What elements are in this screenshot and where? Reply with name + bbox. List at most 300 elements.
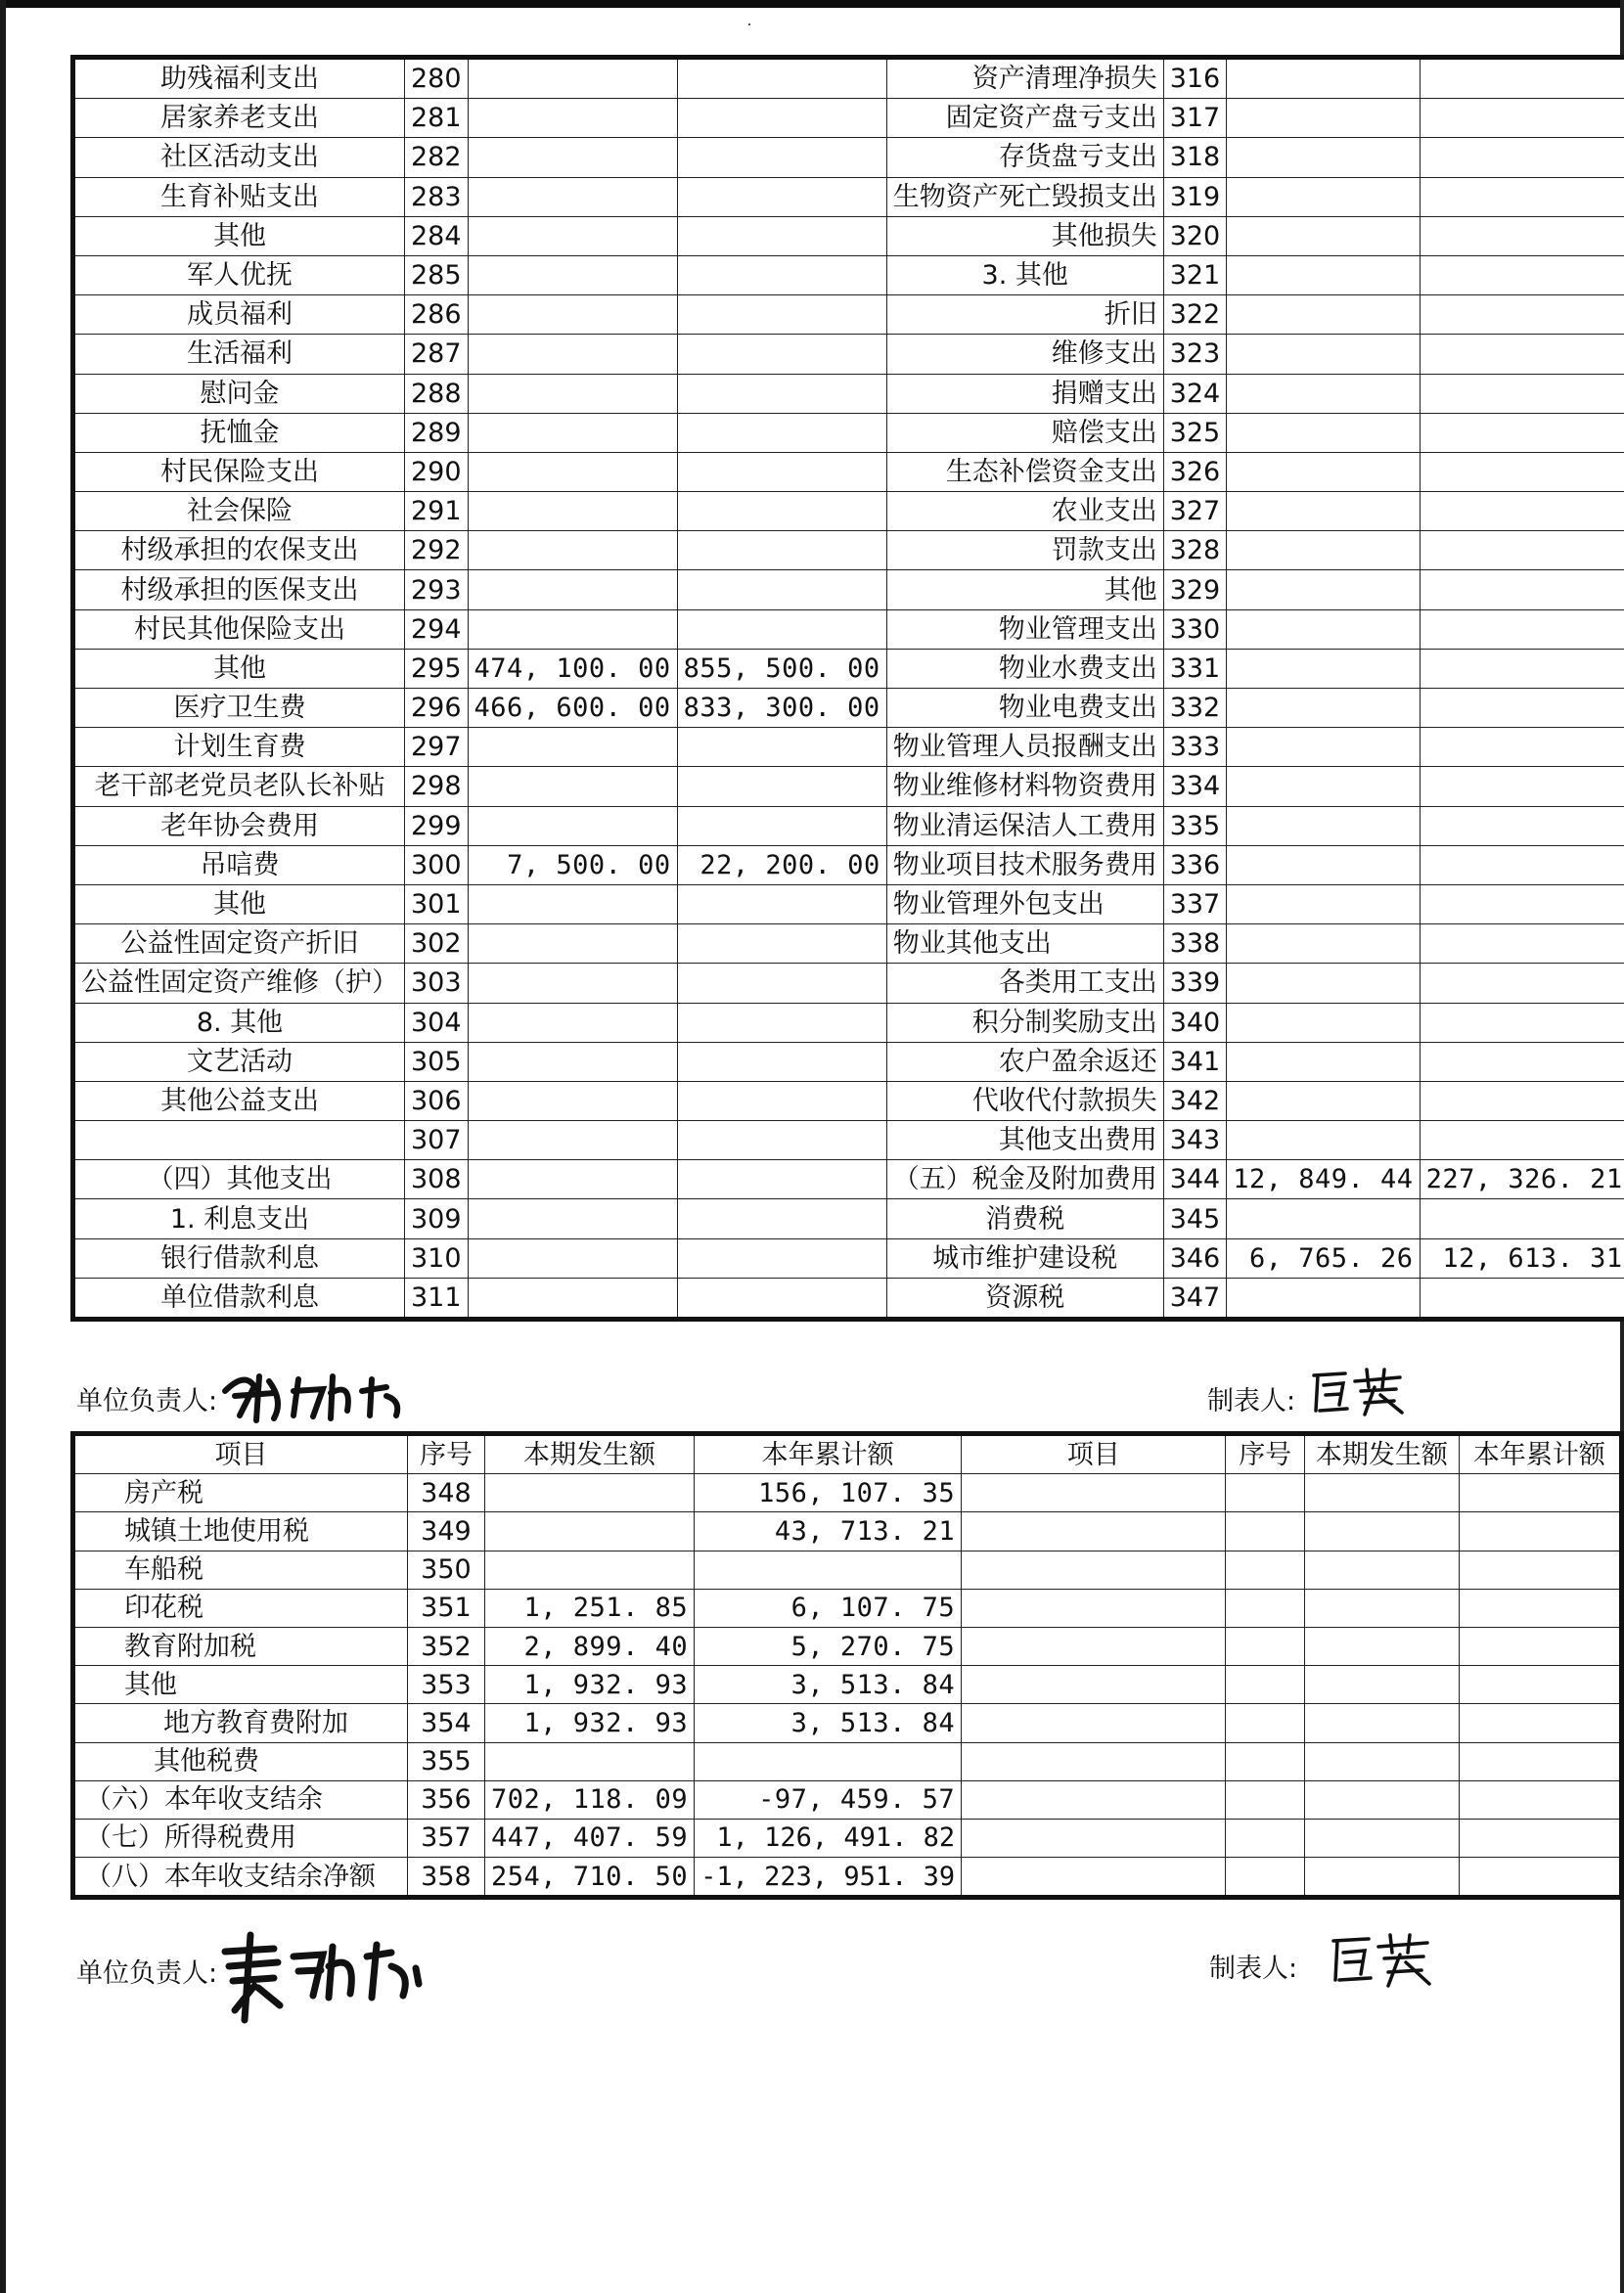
current-amount — [468, 767, 677, 806]
item-name-2 — [962, 1858, 1226, 1898]
item-name-2 — [962, 1627, 1226, 1665]
item-name-2: 城市维护建设税 — [886, 1238, 1163, 1278]
item-number: 284 — [405, 216, 469, 255]
item-name: 印花税 — [73, 1589, 408, 1627]
item-number: 348 — [407, 1474, 484, 1512]
current-amount — [468, 806, 677, 845]
ytd-amount-2 — [1459, 1704, 1621, 1742]
item-name: （七）所得税费用 — [73, 1819, 408, 1857]
current-amount-2 — [1305, 1704, 1460, 1742]
item-number: 289 — [405, 413, 469, 452]
current-amount-2 — [1227, 767, 1420, 806]
item-number: 296 — [405, 689, 469, 728]
item-name-2: 物业管理人员报酬支出 — [886, 728, 1163, 767]
table-row — [73, 216, 1624, 255]
current-amount-2 — [1227, 609, 1420, 649]
item-number-2: 337 — [1163, 884, 1227, 923]
item-name-2: 物业电费支出 — [886, 689, 1163, 728]
ytd-amount-2 — [1420, 845, 1624, 884]
ytd-amount-2 — [1420, 1081, 1624, 1120]
item-number: 304 — [405, 1003, 469, 1042]
ytd-amount — [677, 1042, 886, 1081]
item-name: 公益性固定资产折旧 — [73, 924, 405, 964]
item-number: 309 — [405, 1199, 469, 1238]
current-amount-2 — [1305, 1858, 1460, 1898]
item-name: 其他 — [73, 649, 405, 688]
item-number-2: 320 — [1163, 216, 1227, 255]
ytd-amount — [677, 177, 886, 216]
item-number-2: 329 — [1163, 570, 1227, 609]
ytd-amount-2 — [1420, 570, 1624, 609]
table-row — [73, 255, 1624, 294]
item-number-2: 344 — [1163, 1160, 1227, 1199]
header-current: 本期发生额 — [485, 1434, 695, 1474]
table-row — [73, 1238, 1624, 1278]
item-name: 抚恤金 — [73, 413, 405, 452]
item-number-2: 324 — [1163, 374, 1227, 413]
current-amount-2 — [1305, 1742, 1460, 1780]
ytd-amount: 1, 126, 491. 82 — [695, 1819, 962, 1857]
preparer-signature-top — [1306, 1362, 1414, 1420]
item-number: 280 — [405, 58, 469, 99]
item-number-2: 322 — [1163, 295, 1227, 335]
item-name-2 — [962, 1819, 1226, 1857]
item-number: 285 — [405, 255, 469, 294]
ytd-amount — [677, 728, 886, 767]
item-number-2: 319 — [1163, 177, 1227, 216]
ytd-amount — [677, 609, 886, 649]
item-name: 教育附加税 — [73, 1627, 408, 1665]
item-name: 其他 — [73, 884, 405, 923]
table-row — [73, 609, 1624, 649]
item-number: 352 — [407, 1627, 484, 1665]
current-amount-2 — [1227, 649, 1420, 688]
current-amount — [468, 413, 677, 452]
header-current-2: 本期发生额 — [1305, 1434, 1460, 1474]
item-number-2 — [1226, 1819, 1305, 1857]
item-name: 文艺活动 — [73, 1042, 405, 1081]
current-amount-2 — [1227, 492, 1420, 531]
table-row — [73, 492, 1624, 531]
current-amount-2 — [1305, 1589, 1460, 1627]
item-name-2: 资源税 — [886, 1278, 1163, 1319]
item-name-2: 其他 — [886, 570, 1163, 609]
table-row — [73, 58, 1624, 99]
current-amount — [468, 1121, 677, 1160]
table-row — [73, 452, 1624, 491]
current-amount-2: 6, 765. 26 — [1227, 1238, 1420, 1278]
item-name-2: 维修支出 — [886, 335, 1163, 374]
responsible-label-bottom: 单位负责人: — [76, 1958, 218, 1989]
ytd-amount — [677, 452, 886, 491]
item-name: 吊唁费 — [73, 845, 405, 884]
current-amount — [468, 335, 677, 374]
preparer-signature-bottom — [1326, 1925, 1443, 1994]
current-amount-2 — [1227, 99, 1420, 138]
ytd-amount — [677, 1121, 886, 1160]
item-name: 助残福利支出 — [73, 58, 405, 99]
ytd-amount-2 — [1459, 1742, 1621, 1780]
item-number: 283 — [405, 177, 469, 216]
table-row — [73, 1858, 1622, 1898]
ytd-amount — [695, 1551, 962, 1589]
current-amount — [468, 255, 677, 294]
item-number-2 — [1226, 1858, 1305, 1898]
table-row — [73, 1003, 1624, 1042]
current-amount — [468, 138, 677, 177]
item-name-2: 固定资产盘亏支出 — [886, 99, 1163, 138]
current-amount — [468, 374, 677, 413]
item-number: 292 — [405, 531, 469, 570]
ytd-amount-2 — [1420, 1121, 1624, 1160]
ytd-amount — [695, 1742, 962, 1780]
item-name — [73, 1121, 405, 1160]
current-amount — [468, 1278, 677, 1319]
current-amount-2 — [1305, 1551, 1460, 1589]
ytd-amount-2 — [1420, 492, 1624, 531]
item-number: 311 — [405, 1278, 469, 1319]
item-number: 354 — [407, 1704, 484, 1742]
current-amount: 254, 710. 50 — [485, 1858, 695, 1898]
item-number-2: 331 — [1163, 649, 1227, 688]
item-number: 358 — [407, 1858, 484, 1898]
ytd-amount — [677, 1081, 886, 1120]
item-number-2: 318 — [1163, 138, 1227, 177]
item-name: 医疗卫生费 — [73, 689, 405, 728]
item-number-2 — [1226, 1474, 1305, 1512]
current-amount — [468, 884, 677, 923]
current-amount-2 — [1227, 295, 1420, 335]
item-number-2: 335 — [1163, 806, 1227, 845]
item-name: 公益性固定资产维修（护） — [73, 964, 405, 1003]
item-name-2: 物业水费支出 — [886, 649, 1163, 688]
item-number: 299 — [405, 806, 469, 845]
item-name: 计划生育费 — [73, 728, 405, 767]
current-amount — [468, 531, 677, 570]
item-number-2: 326 — [1163, 452, 1227, 491]
current-amount-2: 12, 849. 44 — [1227, 1160, 1420, 1199]
ytd-amount — [677, 1278, 886, 1319]
current-amount — [468, 492, 677, 531]
current-amount-2 — [1227, 216, 1420, 255]
item-name: 老干部老党员老队长补贴 — [73, 767, 405, 806]
header-ytd: 本年累计额 — [695, 1434, 962, 1474]
scan-top-edge — [0, 0, 1624, 8]
table-row — [73, 1742, 1622, 1780]
current-amount-2 — [1227, 728, 1420, 767]
item-name-2: 罚款支出 — [886, 531, 1163, 570]
item-number: 290 — [405, 452, 469, 491]
current-amount-2 — [1227, 1121, 1420, 1160]
ytd-amount-2 — [1459, 1666, 1621, 1704]
item-name-2: 各类用工支出 — [886, 964, 1163, 1003]
item-number: 303 — [405, 964, 469, 1003]
current-amount-2 — [1227, 374, 1420, 413]
table-row — [73, 1589, 1622, 1627]
table-row — [73, 99, 1624, 138]
item-number-2: 333 — [1163, 728, 1227, 767]
table-row — [73, 649, 1624, 688]
item-name-2: 捐赠支出 — [886, 374, 1163, 413]
item-name-2: 消费税 — [886, 1199, 1163, 1238]
ytd-amount-2 — [1420, 99, 1624, 138]
item-number-2 — [1226, 1589, 1305, 1627]
current-amount-2 — [1227, 452, 1420, 491]
ytd-amount — [677, 924, 886, 964]
ytd-amount-2 — [1420, 255, 1624, 294]
ytd-amount-2 — [1420, 649, 1624, 688]
item-number-2: 325 — [1163, 413, 1227, 452]
ytd-amount-2 — [1459, 1858, 1621, 1898]
item-name: 1. 利息支出 — [73, 1199, 405, 1238]
ytd-amount — [677, 492, 886, 531]
item-number-2: 340 — [1163, 1003, 1227, 1042]
ytd-amount-2 — [1420, 216, 1624, 255]
ytd-amount — [677, 1199, 886, 1238]
ytd-amount-2 — [1420, 1199, 1624, 1238]
table-row — [73, 1160, 1624, 1199]
item-name: 老年协会费用 — [73, 806, 405, 845]
current-amount: 2, 899. 40 — [485, 1627, 695, 1665]
current-amount: 474, 100. 00 — [468, 649, 677, 688]
ytd-amount-2 — [1420, 452, 1624, 491]
ytd-amount-2 — [1420, 1042, 1624, 1081]
table-row — [73, 531, 1624, 570]
item-number-2: 332 — [1163, 689, 1227, 728]
ledger-table-bottom — [70, 1431, 1624, 1900]
item-number: 294 — [405, 609, 469, 649]
item-name-2: 其他损失 — [886, 216, 1163, 255]
current-amount — [468, 964, 677, 1003]
current-amount-2 — [1305, 1819, 1460, 1857]
item-name: 社会保险 — [73, 492, 405, 531]
current-amount-2 — [1227, 1003, 1420, 1042]
ytd-amount-2 — [1459, 1551, 1621, 1589]
current-amount-2 — [1227, 1042, 1420, 1081]
current-amount — [468, 1081, 677, 1120]
item-name-2: 生物资产死亡毁损支出 — [886, 177, 1163, 216]
current-amount-2 — [1305, 1627, 1460, 1665]
item-number: 288 — [405, 374, 469, 413]
current-amount — [468, 452, 677, 491]
item-number-2: 317 — [1163, 99, 1227, 138]
current-amount-2 — [1227, 413, 1420, 452]
current-amount: 466, 600. 00 — [468, 689, 677, 728]
item-name-2: （五）税金及附加费用 — [886, 1160, 1163, 1199]
item-number-2: 321 — [1163, 255, 1227, 294]
responsible-signature-bottom — [215, 1927, 430, 2025]
table-row — [73, 1627, 1622, 1665]
item-name: 城镇土地使用税 — [73, 1512, 408, 1551]
table-row — [73, 1042, 1624, 1081]
item-number: 287 — [405, 335, 469, 374]
table-row — [73, 1666, 1622, 1704]
item-number: 350 — [407, 1551, 484, 1589]
ytd-amount-2 — [1420, 884, 1624, 923]
current-amount — [485, 1551, 695, 1589]
item-number-2: 341 — [1163, 1042, 1227, 1081]
item-number-2: 327 — [1163, 492, 1227, 531]
ytd-amount-2 — [1420, 806, 1624, 845]
item-number: 301 — [405, 884, 469, 923]
table-row — [73, 1704, 1622, 1742]
item-name: 地方教育费附加 — [73, 1704, 408, 1742]
table-row — [73, 295, 1624, 335]
item-name: 车船税 — [73, 1551, 408, 1589]
current-amount — [468, 99, 677, 138]
item-number-2 — [1226, 1704, 1305, 1742]
current-amount — [485, 1512, 695, 1551]
ytd-amount — [677, 295, 886, 335]
table-row — [73, 1512, 1622, 1551]
ytd-amount-2: 12, 613. 31 — [1420, 1238, 1624, 1278]
item-name-2: 物业清运保洁人工费用 — [886, 806, 1163, 845]
table-row — [73, 1780, 1622, 1819]
table-row — [73, 1474, 1622, 1512]
ytd-amount — [677, 138, 886, 177]
current-amount — [468, 728, 677, 767]
ytd-amount — [677, 374, 886, 413]
current-amount-2 — [1227, 58, 1420, 99]
current-amount — [468, 570, 677, 609]
current-amount — [468, 1160, 677, 1199]
item-name: 其他 — [73, 1666, 408, 1704]
item-name: 其他 — [73, 216, 405, 255]
item-name-2 — [962, 1704, 1226, 1742]
table-row — [73, 1199, 1624, 1238]
ytd-amount: 43, 713. 21 — [695, 1512, 962, 1551]
item-number-2 — [1226, 1780, 1305, 1819]
header-ytd-2: 本年累计额 — [1459, 1434, 1621, 1474]
current-amount: 447, 407. 59 — [485, 1819, 695, 1857]
item-number: 351 — [407, 1589, 484, 1627]
item-name-2: 物业维修材料物资费用 — [886, 767, 1163, 806]
item-name: 村级承担的农保支出 — [73, 531, 405, 570]
ytd-amount-2 — [1459, 1819, 1621, 1857]
item-number: 286 — [405, 295, 469, 335]
item-number-2: 330 — [1163, 609, 1227, 649]
item-name: 其他税费 — [73, 1742, 408, 1780]
item-name-2 — [962, 1589, 1226, 1627]
item-name-2 — [962, 1512, 1226, 1551]
ytd-amount-2 — [1420, 728, 1624, 767]
table-row — [73, 1081, 1624, 1120]
ytd-amount-2 — [1420, 58, 1624, 99]
current-amount-2 — [1227, 884, 1420, 923]
header-no: 序号 — [407, 1434, 484, 1474]
item-number-2 — [1226, 1551, 1305, 1589]
ytd-amount — [677, 767, 886, 806]
current-amount-2 — [1305, 1474, 1460, 1512]
item-number: 298 — [405, 767, 469, 806]
item-name-2 — [962, 1474, 1226, 1512]
current-amount-2 — [1227, 806, 1420, 845]
item-number-2 — [1226, 1666, 1305, 1704]
item-number-2: 343 — [1163, 1121, 1227, 1160]
item-name-2: 物业管理支出 — [886, 609, 1163, 649]
table-row — [73, 964, 1624, 1003]
current-amount-2 — [1305, 1780, 1460, 1819]
current-amount-2 — [1227, 924, 1420, 964]
table-row — [73, 767, 1624, 806]
table-row — [73, 1819, 1622, 1857]
ytd-amount-2 — [1420, 177, 1624, 216]
current-amount-2 — [1227, 1199, 1420, 1238]
current-amount-2 — [1305, 1512, 1460, 1551]
ytd-amount — [677, 58, 886, 99]
item-name-2: 3. 其他 — [886, 255, 1163, 294]
ytd-amount: 6, 107. 75 — [695, 1589, 962, 1627]
item-name: 生育补贴支出 — [73, 177, 405, 216]
item-number-2: 346 — [1163, 1238, 1227, 1278]
ytd-amount-2 — [1420, 767, 1624, 806]
item-number-2: 323 — [1163, 335, 1227, 374]
ytd-amount-2 — [1420, 964, 1624, 1003]
item-number: 281 — [405, 99, 469, 138]
item-number-2: 342 — [1163, 1081, 1227, 1120]
current-amount: 1, 932. 93 — [485, 1704, 695, 1742]
ytd-amount: -97, 459. 57 — [695, 1780, 962, 1819]
item-name-2: 折旧 — [886, 295, 1163, 335]
item-name: 8. 其他 — [73, 1003, 405, 1042]
item-number: 353 — [407, 1666, 484, 1704]
ytd-amount: 3, 513. 84 — [695, 1666, 962, 1704]
preparer-label-top: 制表人: — [1207, 1386, 1296, 1416]
current-amount — [468, 295, 677, 335]
table-row — [73, 1551, 1622, 1589]
header-row — [73, 1434, 1622, 1474]
item-number-2: 336 — [1163, 845, 1227, 884]
ytd-amount: 5, 270. 75 — [695, 1627, 962, 1665]
item-name-2: 代收代付款损失 — [886, 1081, 1163, 1120]
ytd-amount — [677, 570, 886, 609]
header-item: 项目 — [73, 1434, 408, 1474]
item-name-2: 其他支出费用 — [886, 1121, 1163, 1160]
item-name-2: 农户盈余返还 — [886, 1042, 1163, 1081]
current-amount-2 — [1227, 335, 1420, 374]
item-number-2 — [1226, 1512, 1305, 1551]
ytd-amount: 156, 107. 35 — [695, 1474, 962, 1512]
ytd-amount — [677, 99, 886, 138]
current-amount — [468, 1003, 677, 1042]
item-number: 349 — [407, 1512, 484, 1551]
ytd-amount — [677, 884, 886, 923]
item-number: 293 — [405, 570, 469, 609]
ytd-amount-2 — [1420, 1278, 1624, 1319]
item-number: 308 — [405, 1160, 469, 1199]
preparer-label-bottom: 制表人: — [1209, 1954, 1298, 1984]
item-number: 356 — [407, 1780, 484, 1819]
item-number-2: 345 — [1163, 1199, 1227, 1238]
item-number: 357 — [407, 1819, 484, 1857]
ytd-amount-2 — [1420, 295, 1624, 335]
table-row — [73, 806, 1624, 845]
table-row — [73, 689, 1624, 728]
ytd-amount-2 — [1420, 374, 1624, 413]
table-row — [73, 570, 1624, 609]
item-name-2 — [962, 1742, 1226, 1780]
table-row — [73, 924, 1624, 964]
header-item-2: 项目 — [962, 1434, 1226, 1474]
current-amount-2 — [1305, 1666, 1460, 1704]
item-name: （八）本年收支结余净额 — [73, 1858, 408, 1898]
item-number: 306 — [405, 1081, 469, 1120]
item-name: 村民其他保险支出 — [73, 609, 405, 649]
item-name-2: 物业项目技术服务费用 — [886, 845, 1163, 884]
item-name-2 — [962, 1666, 1226, 1704]
current-amount-2 — [1227, 177, 1420, 216]
item-name-2: 积分制奖励支出 — [886, 1003, 1163, 1042]
